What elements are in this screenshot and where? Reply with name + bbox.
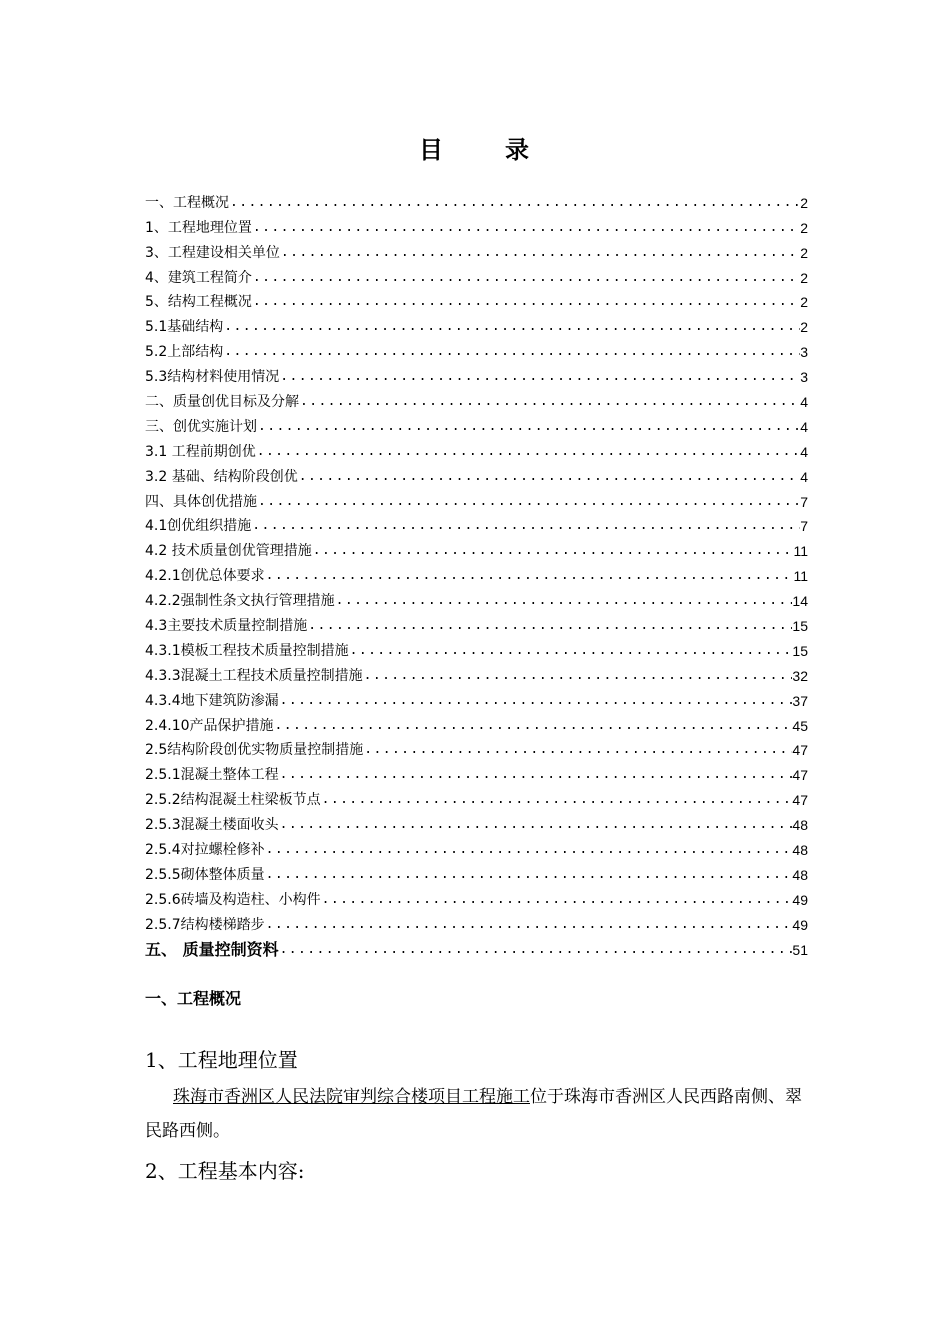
toc-entry-label: 2.5.6砖墙及构造柱、小构件	[145, 891, 321, 908]
toc-entry[interactable]	[145, 735, 808, 760]
toc-entry[interactable]	[145, 361, 808, 386]
toc-entry[interactable]	[145, 560, 808, 585]
toc-entry-label: 4、建筑工程简介	[145, 269, 252, 286]
toc-entry[interactable]	[145, 934, 808, 959]
toc-entry-page: 48	[792, 866, 808, 883]
toc-entry[interactable]	[145, 535, 808, 560]
toc-entry[interactable]	[145, 784, 808, 809]
section-heading: 一、工程概况	[145, 989, 242, 1008]
toc-entry-page: 11	[793, 568, 808, 585]
toc-entry-page: 3	[800, 369, 808, 386]
toc-dot-leader	[274, 717, 793, 735]
toc-entry-label: 4.3主要技术质量控制措施	[145, 618, 308, 635]
toc-entry-label: 二、质量创优目标及分解	[145, 394, 299, 411]
toc-entry-label: 2.5.2结构混凝土柱梁板节点	[145, 792, 321, 809]
toc-dot-leader	[299, 393, 800, 411]
toc-entry-label: 一、工程概况	[145, 194, 229, 211]
toc-entry-page: 47	[792, 742, 808, 759]
toc-dot-leader	[265, 841, 793, 859]
toc-entry-label: 2.5.7结构楼梯踏步	[145, 916, 265, 933]
toc-dot-leader	[252, 293, 800, 311]
toc-dot-leader	[265, 567, 794, 585]
toc-entry[interactable]	[145, 486, 808, 511]
toc-dot-leader	[279, 766, 793, 784]
toc-entry[interactable]	[145, 909, 808, 934]
toc-dot-leader	[252, 269, 800, 287]
toc-dot-leader	[321, 891, 793, 909]
toc-entry-label: 五、 质量控制资料	[145, 939, 279, 959]
toc-entry-page: 51	[792, 941, 808, 958]
location-text: 位于珠海市香洲区人民西路南侧、翠民路西侧。	[145, 1087, 802, 1141]
toc-entry-label: 4.2.1创优总体要求	[145, 568, 265, 585]
toc-dot-leader	[257, 493, 800, 511]
toc-entry-page: 11	[793, 543, 808, 560]
toc-dot-leader	[298, 468, 800, 486]
toc-entry-label: 四、具体创优措施	[145, 493, 257, 510]
toc-title-part1: 目	[419, 136, 445, 164]
toc-entry-label: 4.3.4地下建筑防渗漏	[145, 692, 279, 709]
toc-entry-label: 4.3.3混凝土工程技术质量控制措施	[145, 667, 363, 684]
toc-entry-label: 2.5.3混凝土楼面收头	[145, 817, 279, 834]
toc-entry-label: 4.2 技术质量创优管理措施	[145, 543, 312, 560]
toc-entry-label: 4.1创优组织措施	[145, 518, 252, 535]
toc-entry-label: 2.5结构阶段创优实物质量控制措施	[145, 742, 364, 759]
toc-entry-page: 4	[800, 418, 808, 435]
toc-dot-leader	[279, 368, 800, 386]
toc-dot-leader	[256, 443, 800, 461]
toc-entry-page: 2	[800, 269, 808, 286]
toc-entry-label: 4.2.2强制性条文执行管理措施	[145, 593, 335, 610]
toc-entry-label: 2.5.4对拉螺栓修补	[145, 842, 265, 859]
toc-title-part2: 录	[505, 136, 531, 164]
toc-entry-page: 49	[792, 916, 808, 933]
toc-dot-leader	[223, 318, 800, 336]
toc-dot-leader	[279, 692, 793, 710]
toc-entry-label: 3.2 基础、结构阶段创优	[145, 468, 298, 485]
toc-dot-leader	[321, 791, 793, 809]
toc-entry[interactable]	[145, 585, 808, 610]
toc-dot-leader	[349, 642, 793, 660]
toc-entry-page: 47	[792, 767, 808, 784]
toc-entry[interactable]	[145, 336, 808, 361]
toc-entry-page: 15	[792, 618, 808, 635]
toc-dot-leader	[363, 741, 792, 759]
toc-entry-page: 48	[792, 842, 808, 859]
toc-entry-page: 2	[800, 194, 808, 211]
toc-entry-page: 4	[800, 468, 808, 485]
toc-entry-label: 4.3.1模板工程技术质量控制措施	[145, 642, 349, 659]
toc-entry[interactable]	[145, 610, 808, 635]
toc-entry-page: 7	[800, 493, 808, 510]
toc-dot-leader	[279, 941, 793, 959]
toc-dot-leader	[312, 542, 794, 560]
toc-entry[interactable]	[145, 237, 808, 262]
toc-entry-label: 5、结构工程概况	[145, 294, 252, 311]
toc-entry[interactable]	[145, 511, 808, 536]
toc-title	[0, 130, 950, 165]
toc-entry[interactable]	[145, 311, 808, 336]
toc-entry-page: 3	[800, 344, 808, 361]
toc-dot-leader	[265, 866, 793, 884]
toc-entry-label: 2.5.5砌体整体质量	[145, 866, 265, 883]
toc-entry-page: 2	[800, 219, 808, 236]
toc-entry[interactable]	[145, 212, 808, 237]
toc-entry-page: 7	[800, 518, 808, 535]
toc-entry-page: 4	[800, 443, 808, 460]
toc-entry-label: 3.1 工程前期创优	[145, 443, 256, 460]
location-paragraph	[145, 1080, 810, 1148]
table-of-contents	[145, 187, 808, 959]
toc-entry[interactable]	[145, 386, 808, 411]
toc-entry-label: 2.4.10产品保护措施	[145, 717, 274, 734]
toc-entry-page: 2	[800, 319, 808, 336]
subsection-heading-location: 1、工程地理位置	[145, 1048, 298, 1072]
toc-entry[interactable]	[145, 411, 808, 436]
toc-dot-leader	[307, 617, 792, 635]
toc-dot-leader	[251, 517, 800, 535]
toc-entry-label: 5.3结构材料使用情况	[145, 369, 280, 386]
toc-entry-label: 三、创优实施计划	[145, 418, 257, 435]
toc-entry[interactable]	[145, 710, 808, 735]
toc-dot-leader	[223, 343, 800, 361]
toc-dot-leader	[280, 244, 800, 262]
toc-entry-label: 2.5.1混凝土整体工程	[145, 767, 279, 784]
toc-entry-page: 14	[792, 593, 808, 610]
toc-entry[interactable]	[145, 884, 808, 909]
toc-entry-page: 32	[792, 667, 808, 684]
toc-entry[interactable]	[145, 461, 808, 486]
toc-dot-leader	[229, 194, 800, 212]
subsection-heading-content: 2、工程基本内容:	[145, 1159, 305, 1183]
toc-dot-leader	[279, 816, 793, 834]
toc-entry-page: 47	[792, 792, 808, 809]
toc-entry-label: 5.1基础结构	[145, 319, 224, 336]
toc-entry-page: 49	[792, 891, 808, 908]
toc-entry-page: 15	[792, 642, 808, 659]
toc-entry[interactable]	[145, 759, 808, 784]
toc-entry[interactable]	[145, 187, 808, 212]
toc-entry[interactable]	[145, 287, 808, 312]
toc-dot-leader	[265, 916, 793, 934]
toc-entry-page: 45	[792, 717, 808, 734]
toc-entry-label: 1、工程地理位置	[145, 219, 252, 236]
toc-entry[interactable]	[145, 809, 808, 834]
toc-entry-page: 48	[792, 817, 808, 834]
toc-entry[interactable]	[145, 834, 808, 859]
toc-dot-leader	[335, 592, 793, 610]
toc-entry[interactable]	[145, 436, 808, 461]
toc-entry-page: 37	[792, 692, 808, 709]
toc-entry-page: 2	[800, 244, 808, 261]
toc-entry-label: 5.2上部结构	[145, 344, 224, 361]
toc-dot-leader	[252, 219, 800, 237]
toc-entry[interactable]	[145, 635, 808, 660]
toc-dot-leader	[257, 418, 800, 436]
toc-entry-label: 3、工程建设相关单位	[145, 244, 280, 261]
toc-entry[interactable]	[145, 660, 808, 685]
toc-entry[interactable]	[145, 685, 808, 710]
toc-entry-page: 4	[800, 394, 808, 411]
toc-dot-leader	[363, 667, 793, 685]
toc-entry-page: 2	[800, 294, 808, 311]
toc-entry[interactable]	[145, 859, 808, 884]
toc-entry[interactable]	[145, 262, 808, 287]
project-name-link: 珠海市香洲区人民法院审判综合楼项目工程施工	[173, 1087, 530, 1107]
